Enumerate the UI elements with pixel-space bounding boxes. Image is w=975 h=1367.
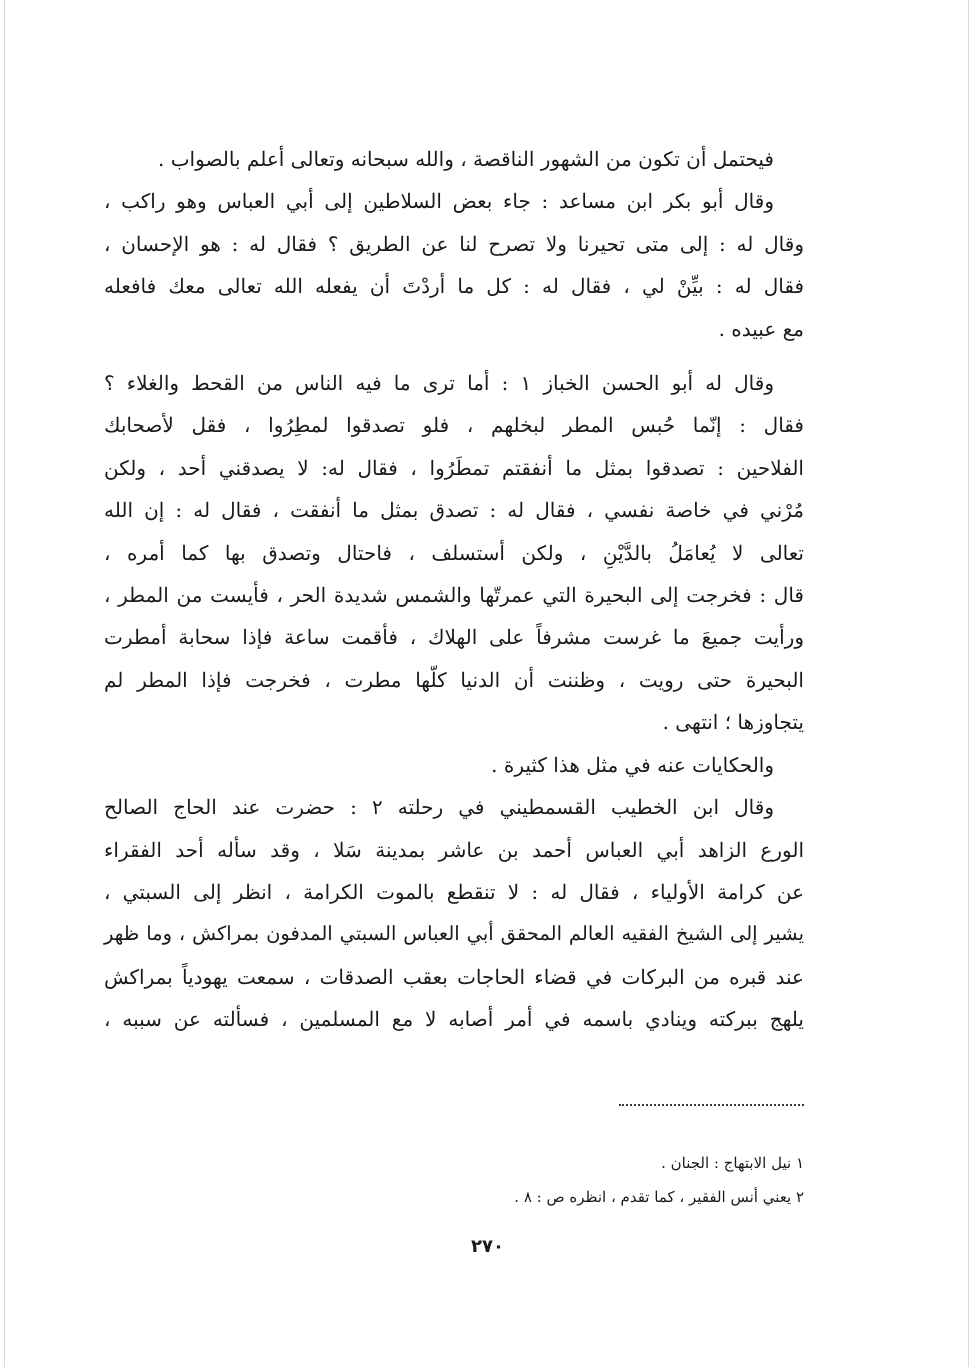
main-text xyxy=(104,138,804,1041)
scan-edge-right xyxy=(968,0,969,1367)
page-number: ٢٧٠ xyxy=(471,1236,504,1257)
text-line: فيحتمل أن تكون من الشهور الناقصة ، والله سبحانه وتعالى أعلم بالصواب . xyxy=(158,147,774,171)
paragraph xyxy=(104,180,804,350)
paragraph xyxy=(104,744,804,786)
text-line: وقال له أبو الحسن الخباز ١ : أما ترى ما فيه الناس من القحط والغلاء ؟ xyxy=(104,371,774,396)
text-line: مع عبيده . xyxy=(718,316,804,341)
footnote: ١ نيل الابتهاج : الجنان . xyxy=(661,1154,804,1172)
text-line: يلهج ببركته وينادي باسمه في أمر أصابه لا مع المسلمين ، فسألته عن سببه ، xyxy=(104,1007,804,1032)
footnote-separator xyxy=(619,1104,804,1106)
scan-edge-left xyxy=(4,0,5,1367)
text-line: مُرْني في خاصة نفسي ، فقال له : تصدق بمثل ما أنفقت ، فقال له : إن الله xyxy=(104,498,804,523)
paragraph xyxy=(104,138,804,180)
text-line: يشير إلى الشيخ الفقيه العالم المحقق أبي العباس السبتي المدفون بمراكش ، وما ظهر xyxy=(104,922,804,946)
text-line: تعالى لا يُعامَلُ بالدَّيْنِ ، ولكن أستسلف ، فاحتال وتصدق بها كما أمره ، xyxy=(104,540,804,565)
text-line: وقال له : إلى متى تحيرنا ولا تصرح لنا عن الطريق ؟ فقال له : هو الإحسان ، xyxy=(104,231,804,256)
text-line: البحيرة حتى رويت ، وظننت أن الدنيا كلّها مطرت ، فخرجت فإذا المطر لم xyxy=(104,667,804,692)
text-line: عند قبره من البركات في قضاء الحاجات بعقب الصدقات ، سمعت يهودياً بمراكش xyxy=(104,964,804,989)
footnotes xyxy=(380,1146,804,1214)
text-line: فقال : إنّما حُبس المطر لبخلهم ، فلو تصدقوا لمطِرُوا ، فقل لأصحابك xyxy=(104,413,804,438)
paragraph xyxy=(104,362,804,744)
text-line: الورع الزاهد أبي العباس أحمد بن عاشر بمدينة سَلا ، وقد سأله أحد الفقراء xyxy=(104,837,804,862)
text-line: فقال له : بيِّنْ لي ، فقال له : كل ما أردْتَ أن يفعله الله تعالى معك فافعله xyxy=(104,274,804,299)
text-line: الفلاحين : تصدقوا بمثل ما أنفقتم تمطَرُوا ، فقال له: لا يصدقني أحد ، ولكن xyxy=(104,455,804,480)
text-line: قال : فخرجت إلى البحيرة التي عمرتّها والشمس شديدة الحر ، فأيست من المطر ، xyxy=(104,583,804,608)
text-line: ورأيت جميعَ ما غرست مشرفاً على الهلاك ، فأقمت ساعة فإذا سحابة أمطرت xyxy=(104,625,804,650)
text-line: والحكايات عنه في مثل هذا كثيرة . xyxy=(491,752,774,777)
text-line: يتجاوزها ؛ انتهى . xyxy=(662,710,804,735)
text-line: عن كرامة الأولياء ، فقال له : لا تنقطع بالموت الكرامة ، انظر إلى السبتي ، xyxy=(104,879,804,904)
text-line: وقال ابن الخطيب القسمطيني في رحلته ٢ : حضرت عند الحاج الصالح xyxy=(104,795,774,820)
paragraph xyxy=(104,786,804,1040)
footnote: ٢ يعني أنس الفقير ، كما تقدم ، انظره ص : ٨ . xyxy=(514,1188,804,1206)
text-line: وقال أبو بكر ابن مساعد : جاء بعض السلاطين إلى أبي العباس وهو راكب ، xyxy=(104,189,774,214)
